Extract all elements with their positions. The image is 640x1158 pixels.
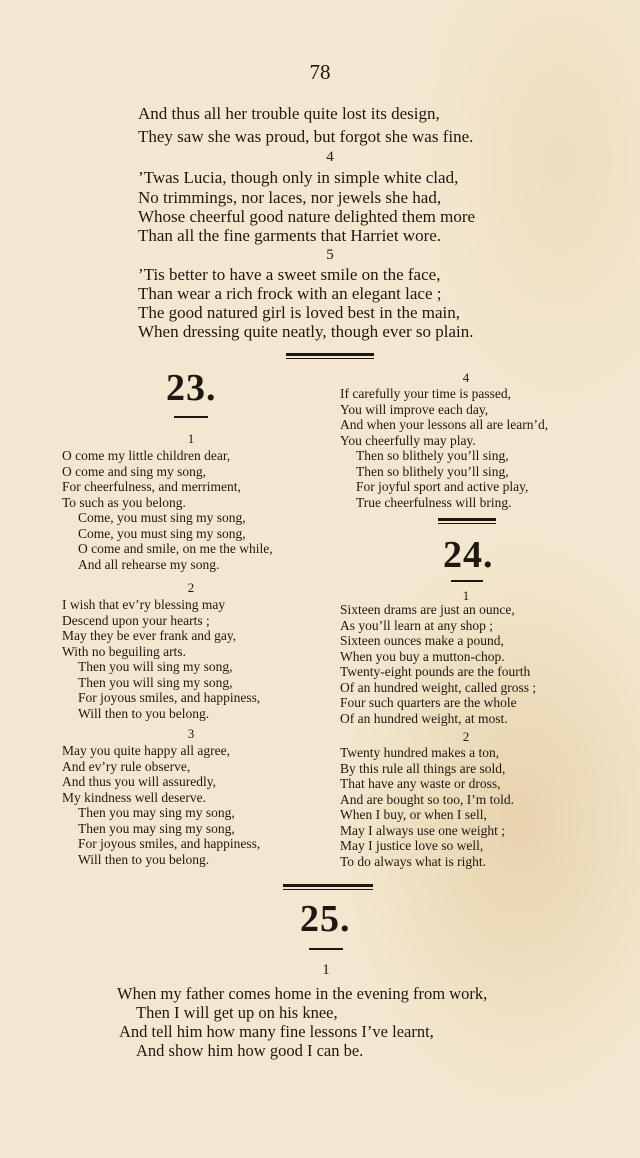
verse-line: Than all the fine garments that Harriet wore. [138, 226, 442, 245]
stanza-number: 3 [187, 726, 195, 741]
verse-line: For joyful sport and active play, [356, 479, 529, 494]
stanza-number: 1 [462, 588, 470, 603]
verse-line: For joyous smiles, and happiness, [78, 836, 261, 851]
verse-line: When you buy a mutton-chop. [340, 648, 505, 664]
verse-line: Then you will sing my song, [78, 674, 233, 690]
verse-line: I wish that ev’ry blessing may [62, 597, 226, 612]
verse-line: To such as you belong. [62, 494, 186, 510]
verse-line: Then I will get up on his knee, [136, 1003, 338, 1022]
short-rule [309, 948, 343, 950]
section-rule [286, 353, 374, 359]
verse-line: As you’ll learn at any shop ; [340, 617, 493, 633]
verse-line: Than wear a rich frock with an elegant lace ; [138, 284, 442, 303]
verse-line: Of an hundred weight, called gross ; [340, 679, 537, 695]
stanza-number: 2 [187, 580, 195, 595]
stanza-number: 2 [462, 729, 470, 744]
verse-line: To do always what is right. [340, 853, 487, 869]
verse-line: No trimmings, nor laces, nor jewels she had, [138, 188, 442, 207]
verse-line: When my father comes home in the evening from work, [117, 984, 488, 1003]
verse-line: And tell him how many fine lessons I’ve learnt, [119, 1022, 434, 1041]
verse-line: For cheerfulness, and merriment, [62, 479, 241, 494]
verse-line: ’Twas Lucia, though only in simple white clad, [138, 168, 459, 187]
verse-line: May they be ever frank and gay, [62, 628, 237, 643]
verse-line: Of an hundred weight, at most. [340, 710, 508, 726]
verse-line: O come and smile, on me the while, [78, 541, 273, 556]
verse-line: O come my little children dear, [62, 448, 231, 463]
verse-line: True cheerfulness will bring. [356, 494, 512, 510]
stanza-number: 4 [326, 149, 334, 165]
verse-line: You cheerfully may play. [340, 432, 476, 448]
song-number: 23. [166, 367, 217, 409]
verse-line: They saw she was proud, but forgot she was fine. [138, 127, 474, 146]
verse-line: May I always use one weight ; [340, 822, 505, 838]
section-rule [438, 518, 496, 524]
verse-line: Twenty hundred makes a ton, [340, 745, 500, 760]
verse-line: When dressing quite neatly, though ever so plain. [138, 322, 474, 341]
verse-line: Sixteen ounces make a pound, [340, 633, 504, 648]
verse-line: My kindness well deserve. [62, 789, 206, 805]
verse-line: Twenty-eight pounds are the fourth [340, 664, 531, 679]
stanza-number: 1 [322, 962, 330, 978]
verse-line: And when your lessons all are learn’d, [340, 417, 549, 432]
verse-line: Will then to you belong. [78, 851, 210, 867]
verse-line: Then you will sing my song, [78, 659, 233, 674]
stanza-number: 5 [326, 247, 334, 263]
verse-line: Then so blithely you’ll sing, [356, 448, 509, 463]
verse-line: And are bought so too, I’m told. [340, 791, 514, 807]
verse-line: Descend upon your hearts ; [62, 612, 210, 628]
verse-line: The good natured girl is loved best in the main, [138, 303, 460, 322]
verse-line: For joyous smiles, and happiness, [78, 690, 261, 705]
short-rule [451, 580, 483, 582]
verse-line: And all rehearse my song. [78, 556, 220, 572]
verse-line: And ev’ry rule observe, [62, 758, 191, 774]
verse-line: And show him how good I can be. [136, 1041, 364, 1060]
verse-line: May you quite happy all agree, [62, 743, 230, 758]
verse-line: Four such quarters are the whole [340, 695, 517, 710]
verse-line: Come, you must sing my song, [78, 510, 246, 525]
verse-line: By this rule all things are sold, [340, 760, 506, 776]
verse-line: When I buy, or when I sell, [340, 807, 487, 822]
verse-line: And thus all her trouble quite lost its design, [138, 104, 440, 123]
verse-line: Sixteen drams are just an ounce, [340, 602, 515, 617]
verse-line: Will then to you belong. [78, 705, 210, 721]
section-rule [283, 884, 373, 890]
short-rule [174, 416, 208, 418]
verse-line: O come and sing my song, [62, 463, 206, 479]
verse-line: If carefully your time is passed, [340, 386, 511, 401]
verse-line: And thus you will assuredly, [62, 774, 216, 789]
verse-line: Then you may sing my song, [78, 805, 235, 820]
song-number: 24. [443, 534, 494, 576]
verse-line: May I justice love so well, [340, 838, 484, 853]
stanza-number: 1 [187, 431, 195, 446]
verse-line: ’Tis better to have a sweet smile on the face, [138, 265, 441, 284]
verse-line: You will improve each day, [340, 401, 489, 417]
song-number: 25. [300, 898, 351, 940]
verse-line: With no beguiling arts. [62, 643, 186, 659]
stanza-number: 4 [462, 370, 470, 385]
verse-line: Then you may sing my song, [78, 820, 235, 836]
verse-line: Come, you must sing my song, [78, 525, 246, 541]
verse-line: Whose cheerful good nature delighted them more [138, 207, 476, 226]
page-number: 78 [309, 60, 331, 84]
verse-line: That have any waste or dross, [340, 776, 501, 791]
verse-line: Then so blithely you’ll sing, [356, 463, 509, 479]
